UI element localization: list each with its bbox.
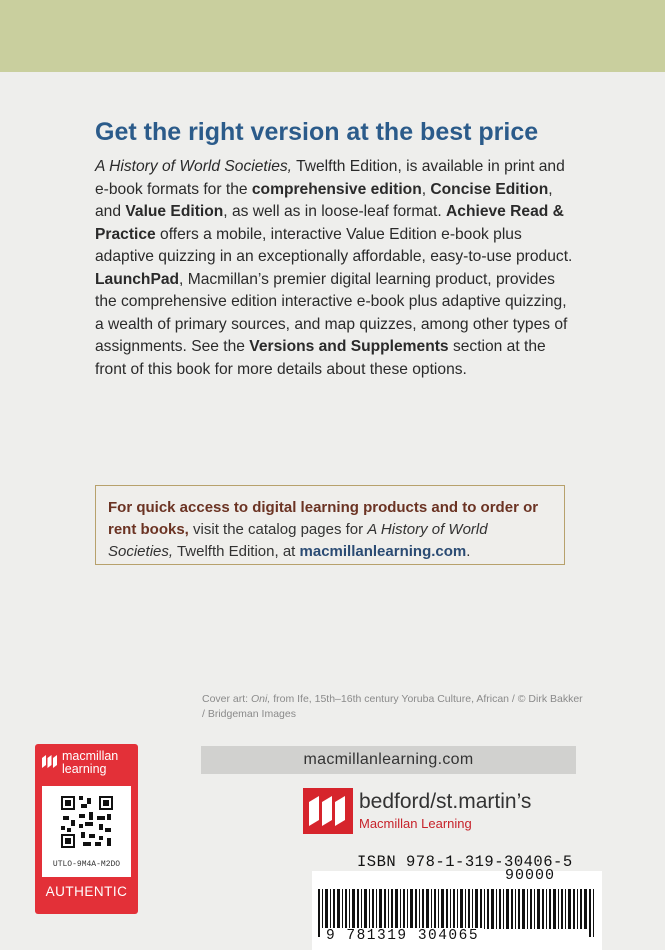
cover-art-credit	[202, 692, 587, 722]
text-segment: section at the front of this book for more details about these options.	[95, 338, 546, 378]
sticker-header	[35, 744, 138, 786]
macmillan-logo-icon	[303, 788, 353, 834]
text-segment: offers a mobile, interactive Value Edition e-book plus adaptive quizzing in an exceptionally affordable, easy-to-use product.	[95, 225, 573, 265]
bold-term: Achieve Read & Practice	[95, 203, 564, 243]
bold-term: Concise Edition	[430, 180, 549, 198]
barcode-area	[312, 871, 602, 950]
bold-term: Value Edition	[125, 203, 224, 220]
description-paragraph	[95, 156, 575, 381]
website-url-bar[interactable]: macmillanlearning.com	[201, 746, 576, 774]
bold-term: comprehensive edition	[251, 180, 422, 198]
publisher-logo-block	[303, 786, 603, 846]
sticker-brand	[62, 750, 118, 776]
art-title: Oni,	[251, 693, 271, 705]
access-callout-box	[95, 485, 565, 565]
isbn-number: ISBN 978-1-319-30406-5	[357, 853, 573, 871]
bold-term: LaunchPad	[95, 270, 180, 288]
publisher-name: bedford/st.martin’s	[359, 790, 532, 813]
callout-url-link[interactable]: macmillanlearning.com	[299, 543, 467, 560]
page-title: Get the right version at the best price	[95, 118, 539, 146]
sticker-qr-card	[42, 786, 131, 877]
text-segment: Twelfth Edition, is available in print and e-book formats for the	[95, 158, 565, 198]
text-segment: ,	[421, 180, 431, 198]
book-title: A History of World Societies,	[95, 158, 293, 175]
text-segment: , and	[95, 180, 553, 220]
text-segment: , as well as in loose-leaf format.	[223, 203, 447, 220]
authentic-label: AUTHENTIC	[45, 884, 128, 899]
text-segment: Cover art:	[202, 693, 252, 705]
price-code: 90000	[505, 867, 556, 884]
text-segment: Twelfth Edition, at	[173, 543, 300, 560]
text-segment: .	[466, 543, 471, 560]
text-segment: from Ife, 15th–16th century Yoruba Culture, African / © Dirk Bakker / Bridgeman Images	[202, 693, 583, 720]
publisher-subtitle: Macmillan Learning	[359, 816, 472, 831]
qr-code-icon[interactable]	[59, 794, 115, 850]
sticker-brand-line: macmillan	[62, 749, 119, 763]
top-color-band	[0, 0, 665, 72]
authenticity-sticker	[35, 744, 138, 914]
barcode-digits: 9 781319 304065	[322, 928, 483, 944]
sticker-brand-line: learning	[62, 762, 107, 776]
bold-term: Versions and Supplements	[249, 338, 449, 355]
sticker-code: UTLO-9M4A-M2DO	[52, 860, 121, 869]
text-segment: , Macmillan’s premier digital learning product, provides the comprehensive edition interactive e-book plus adaptive quizzing, a wealth of primary sources, and map quizzes, among other types of assignments. See the	[95, 270, 568, 355]
callout-lead: For quick access to digital learning products and to order or rent books,	[108, 499, 539, 538]
macmillan-logo-icon	[41, 752, 58, 769]
text-segment: visit the catalog pages for	[188, 521, 368, 538]
book-title: A History of World Societies,	[108, 521, 488, 560]
